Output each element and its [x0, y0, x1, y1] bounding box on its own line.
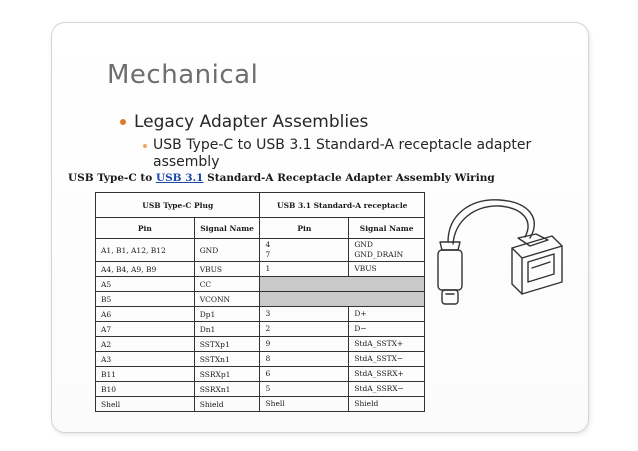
receptacle-signal-cell	[349, 367, 425, 382]
caption-text-post: Standard-A Receptacle Adapter Assembly Wiring	[203, 172, 495, 184]
adapter-cable-illustration	[420, 190, 570, 320]
receptacle-signal-value: VBUS	[354, 264, 377, 273]
plug-signal-cell: VCONN	[194, 292, 260, 307]
bullet-level-2	[138, 137, 558, 171]
table-row	[96, 292, 425, 307]
receptacle-signal-cell	[349, 322, 425, 337]
table-row	[96, 307, 425, 322]
bullet-dot-icon	[120, 119, 126, 125]
plug-pin-cell: B5	[96, 292, 195, 307]
plug-pin-cell: A4, B4, A9, B9	[96, 262, 195, 277]
plug-pin-cell: Shell	[96, 397, 195, 412]
table-row	[96, 352, 425, 367]
receptacle-signal-cell	[349, 337, 425, 352]
receptacle-signal-value: GND_DRAIN	[354, 250, 404, 259]
receptacle-signal-value: StdA_SSTX−	[354, 354, 404, 363]
receptacle-signal-cell	[349, 262, 425, 277]
table-row	[96, 382, 425, 397]
receptacle-pin-value: 5	[265, 384, 271, 393]
caption-text-pre: USB Type-C to	[68, 172, 156, 184]
plug-signal-cell: SSRXn1	[194, 382, 260, 397]
caption-link[interactable]: USB 3.1	[155, 172, 204, 184]
plug-signal-cell: SSRXp1	[194, 367, 260, 382]
receptacle-signal-value: Shield	[354, 399, 379, 408]
plug-pin-cell: A3	[96, 352, 195, 367]
plug-pin-cell: A2	[96, 337, 195, 352]
receptacle-signal-value: D−	[354, 324, 367, 333]
wiring-table	[95, 192, 425, 412]
receptacle-pin-cell	[260, 367, 349, 382]
table-row	[96, 367, 425, 382]
bullet-level-2-text: USB Type-C to USB 3.1 Standard-A receptacle adapter assembly	[153, 137, 532, 170]
plug-signal-cell: VBUS	[194, 262, 260, 277]
plug-pin-cell: A1, B1, A12, B12	[96, 239, 195, 262]
receptacle-signal-cell	[349, 382, 425, 397]
receptacle-pin-value: Shell	[265, 399, 285, 408]
receptacle-pin-value: 3	[265, 309, 271, 318]
plug-pin-cell: A6	[96, 307, 195, 322]
receptacle-signal-value: GND	[354, 240, 373, 249]
plug-signal-cell: GND	[194, 239, 260, 262]
receptacle-pin-cell	[260, 239, 349, 262]
plug-pin-cell: B11	[96, 367, 195, 382]
receptacle-signal-value: StdA_SSRX−	[354, 384, 404, 393]
receptacle-signal-cell	[349, 352, 425, 367]
table-row	[96, 322, 425, 337]
receptacle-signal-value: StdA_SSRX+	[354, 369, 404, 378]
receptacle-pin-cell	[260, 337, 349, 352]
bullet-level-1-text: Legacy Adapter Assemblies	[134, 112, 369, 132]
receptacle-pin-cell	[260, 262, 349, 277]
receptacle-pin-value: 8	[265, 354, 271, 363]
col-header-pin: Pin	[260, 218, 349, 239]
receptacle-pin-value: 7	[265, 250, 271, 259]
receptacle-signal-value: D+	[354, 309, 367, 318]
receptacle-pin-cell	[260, 382, 349, 397]
plug-pin-cell: A5	[96, 277, 195, 292]
plug-header: USB Type-C Plug	[96, 193, 260, 218]
table-row	[96, 239, 425, 262]
receptacle-pin-value: 6	[265, 369, 271, 378]
col-header-signal: Signal Name	[349, 218, 425, 239]
receptacle-signal-cell	[349, 397, 425, 412]
plug-pin-cell: A7	[96, 322, 195, 337]
receptacle-pin-cell	[260, 397, 349, 412]
plug-signal-cell: Shield	[194, 397, 260, 412]
plug-signal-cell: Dn1	[194, 322, 260, 337]
plug-signal-cell: SSTXp1	[194, 337, 260, 352]
bullet-level-1	[120, 112, 368, 132]
receptacle-signal-cell	[349, 307, 425, 322]
receptacle-pin-value: 2	[265, 324, 271, 333]
receptacle-header: USB 3.1 Standard-A receptacle	[260, 193, 425, 218]
plug-signal-cell: CC	[194, 277, 260, 292]
plug-pin-cell: B10	[96, 382, 195, 397]
receptacle-pin-value: 4	[265, 240, 271, 249]
receptacle-signal-value: StdA_SSTX+	[354, 339, 404, 348]
receptacle-pin-value: 1	[265, 264, 271, 273]
col-header-signal: Signal Name	[194, 218, 260, 239]
table-row	[96, 277, 425, 292]
col-header-pin: Pin	[96, 218, 195, 239]
receptacle-pin-cell	[260, 322, 349, 337]
table-row	[96, 337, 425, 352]
receptacle-signal-cell	[349, 239, 425, 262]
unconnected-cell	[260, 292, 425, 307]
table-row	[96, 262, 425, 277]
plug-signal-cell: Dp1	[194, 307, 260, 322]
receptacle-pin-cell	[260, 352, 349, 367]
plug-signal-cell: SSTXn1	[194, 352, 260, 367]
slide-title: Mechanical	[107, 60, 259, 90]
unconnected-cell	[260, 277, 425, 292]
table-row	[96, 397, 425, 412]
receptacle-pin-value: 9	[265, 339, 271, 348]
receptacle-pin-cell	[260, 307, 349, 322]
figure-caption	[68, 172, 495, 184]
